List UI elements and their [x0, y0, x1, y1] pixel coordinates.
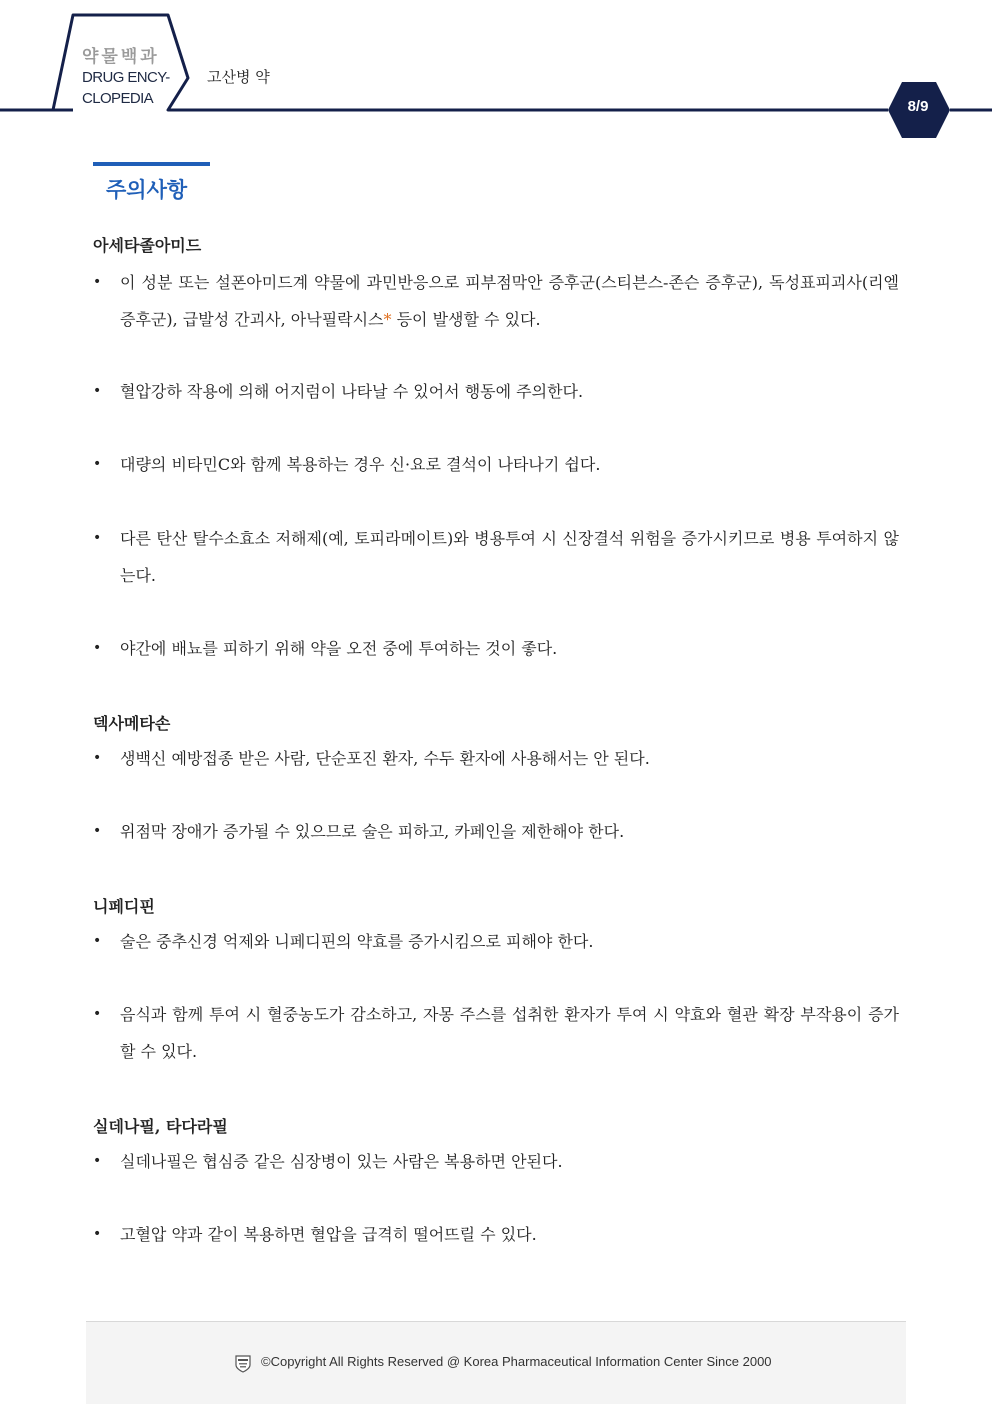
page-header	[0, 0, 992, 140]
bullet-icon: •	[93, 933, 102, 949]
bullet-icon: •	[93, 383, 102, 399]
bullet-icon: •	[93, 274, 102, 290]
list-item	[93, 373, 899, 410]
bullet-icon: •	[93, 530, 102, 546]
drug-heading: 덱사메타손	[93, 714, 171, 733]
list-item	[93, 446, 899, 483]
section-accent-bar	[93, 162, 210, 166]
bullet-icon: •	[93, 1226, 102, 1242]
list-item	[93, 740, 899, 777]
list-item-text: 술은 중추신경 억제와 니페디핀의 약효를 증가시킴으로 피해야 한다.	[120, 932, 594, 951]
list-item-text-end: 등이 발생할 수 있다.	[391, 310, 541, 329]
drug-heading: 아세타졸아미드	[93, 236, 202, 255]
bullet-icon: •	[93, 640, 102, 656]
list-item	[93, 264, 899, 338]
page-number: 8/9	[907, 98, 929, 115]
bullet-icon: •	[93, 750, 102, 766]
document-title: 고산병 약	[207, 68, 270, 86]
list-item-text: 위점막 장애가 증가될 수 있으므로 술은 피하고, 카페인을 제한해야 한다.	[120, 822, 625, 841]
bullet-icon: •	[93, 823, 102, 839]
logo-korean: 약물백과	[82, 47, 160, 67]
bullet-icon: •	[93, 1153, 102, 1169]
footnote-asterisk: *	[383, 310, 392, 329]
list-item-text: 고혈압 약과 같이 복용하면 혈압을 급격히 떨어뜨릴 수 있다.	[120, 1225, 537, 1244]
list-item	[93, 923, 899, 960]
list-item	[93, 630, 899, 667]
list-item	[93, 520, 899, 594]
drug-heading: 니페디핀	[93, 897, 155, 916]
drug-heading: 실데나필, 타다라필	[93, 1117, 228, 1136]
list-item-text: 생백신 예방접종 받은 사람, 단순포진 환자, 수두 환자에 사용해서는 안 된다.	[120, 749, 650, 768]
page-footer	[86, 1321, 906, 1404]
list-item-text: 이 성분 또는 설폰아미드계 약물에 과민반응으로 피부점막안 증후군(스티븐스-존슨 증후군), 독성표피괴사(리엘 증후군), 급발성 간괴사, 아낙필락시스	[120, 273, 899, 329]
list-item-text: 실데나필은 협심증 같은 심장병이 있는 사람은 복용하면 안된다.	[120, 1152, 563, 1171]
list-item	[93, 813, 899, 850]
list-item-text: 음식과 함께 투여 시 혈중농도가 감소하고, 자몽 주스를 섭취한 환자가 투여 시 약효와 혈관 확장 부작용이 증가할 수 있다.	[120, 1005, 899, 1061]
list-item-text: 혈압강하 작용에 의해 어지럼이 나타날 수 있어서 행동에 주의한다.	[120, 382, 584, 401]
section-title: 주의사항	[106, 178, 188, 202]
shield-emblem-icon	[235, 1355, 251, 1373]
copyright-text: ©Copyright All Rights Reserved @ Korea Pharmaceutical Information Center Since 2000	[261, 1354, 772, 1369]
list-item	[93, 996, 899, 1070]
list-item-text: 대량의 비타민C와 함께 복용하는 경우 신·요로 결석이 나타나기 쉽다.	[120, 455, 601, 474]
list-item-text: 야간에 배뇨를 피하기 위해 약을 오전 중에 투여하는 것이 좋다.	[120, 639, 558, 658]
list-item	[93, 1216, 899, 1253]
list-item	[93, 1143, 899, 1180]
logo-english: DRUG ENCY- CLOPEDIA	[82, 69, 170, 107]
bullet-icon: •	[93, 456, 102, 472]
list-item-text: 다른 탄산 탈수소효소 저해제(예, 토피라메이트)와 병용투여 시 신장결석 위험을 증가시키므로 병용 투여하지 않는다.	[120, 529, 899, 585]
bullet-icon: •	[93, 1006, 102, 1022]
